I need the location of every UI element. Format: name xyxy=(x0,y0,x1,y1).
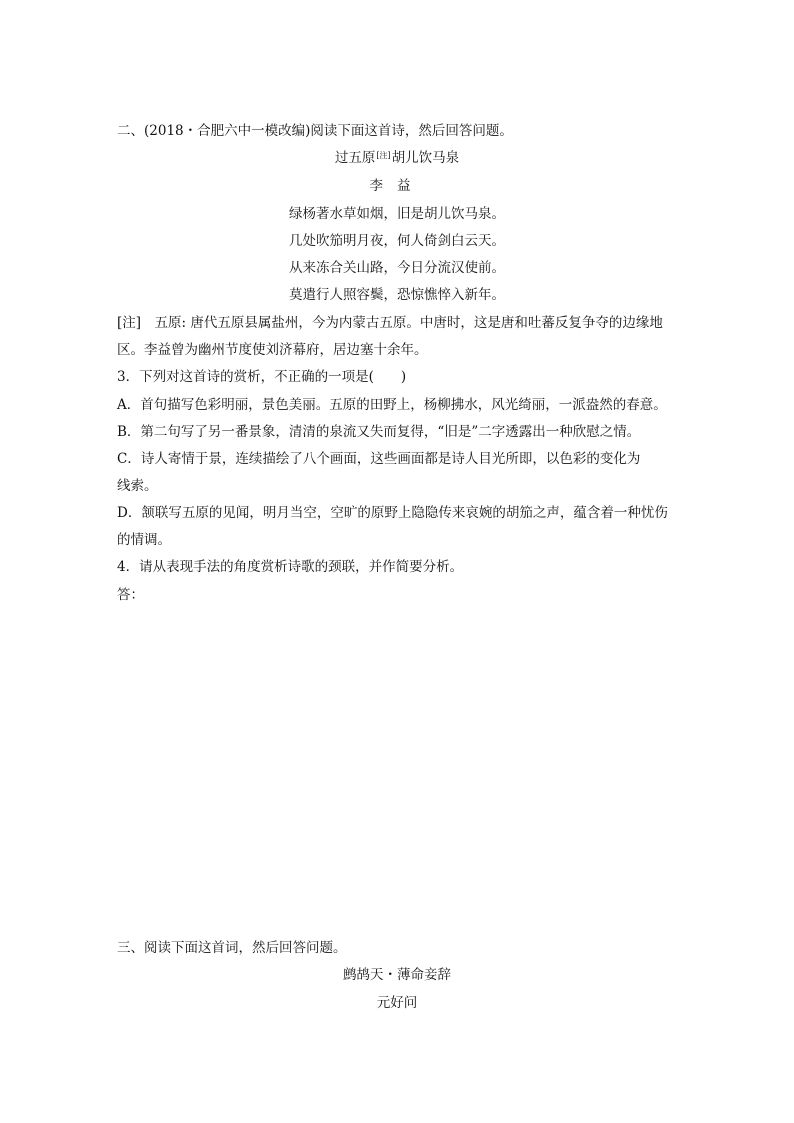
poem-author xyxy=(0,176,794,196)
poem-line-1: 绿杨著水草如烟，旧是胡儿饮马泉。 xyxy=(289,206,505,222)
option-c-line-2: 线索。 xyxy=(117,478,158,494)
option-d-line-2: 的情调。 xyxy=(117,532,171,548)
ci-author: 元好问 xyxy=(376,995,418,1011)
option-d-line-1: D．颔联写五原的见闻，明月当空，空旷的原野上隐隐传来哀婉的胡笳之声，蕴含着一种忧伤 xyxy=(117,505,668,521)
poem-line-3: 从来冻合关山路，今日分流汉使前。 xyxy=(289,260,505,276)
question-3: 3．下列对这首诗的赏析，不正确的一项是( ) xyxy=(117,369,407,385)
option-b: B．第二句写了另一番景象，清清的泉流又失而复得，“旧是”二字透露出一种欣慰之情。 xyxy=(117,424,641,440)
option-c-line-1: C．诗人寄情于景，连续描绘了八个画面，这些画面都是诗人目光所即，以色彩的变化为 xyxy=(117,451,641,467)
section3-heading: 三、阅读下面这首词，然后回答问题。 xyxy=(117,940,347,956)
note-line-1: [注] 五原: 唐代五原县属盐州，今为内蒙古五原。中唐时，这是唐和吐蕃反复争夺的边缘地 xyxy=(117,315,663,331)
answer-label: 答： xyxy=(117,587,144,603)
note-line-2: 区。李益曾为幽州节度使刘济幕府，居边塞十余年。 xyxy=(117,342,428,358)
poem-title-part-b: 胡儿饮马泉 xyxy=(391,150,460,166)
poem-author-name: 李益 xyxy=(369,178,425,194)
poem-line-2: 几处吹笳明月夜，何人倚剑白云天。 xyxy=(289,233,505,249)
section2-heading: 二、(2018・合肥六中一模改编)阅读下面这首诗，然后回答问题。 xyxy=(117,123,513,139)
ci-title: 鹧鸪天・薄命妾辞 xyxy=(343,967,451,983)
footnote-marker: [注] xyxy=(376,151,391,160)
poem-title xyxy=(0,148,794,168)
poem-title-part-a: 过五原 xyxy=(334,150,376,166)
poem-line-4: 莫遣行人照容鬓，恐惊憔悴入新年。 xyxy=(289,287,505,303)
option-a: A．首句描写色彩明丽，景色美丽。五原的田野上，杨柳拂水，风光绮丽，一派盎然的春意。 xyxy=(117,397,667,413)
question-4: 4．请从表现手法的角度赏析诗歌的颈联，并作简要分析。 xyxy=(117,559,464,575)
